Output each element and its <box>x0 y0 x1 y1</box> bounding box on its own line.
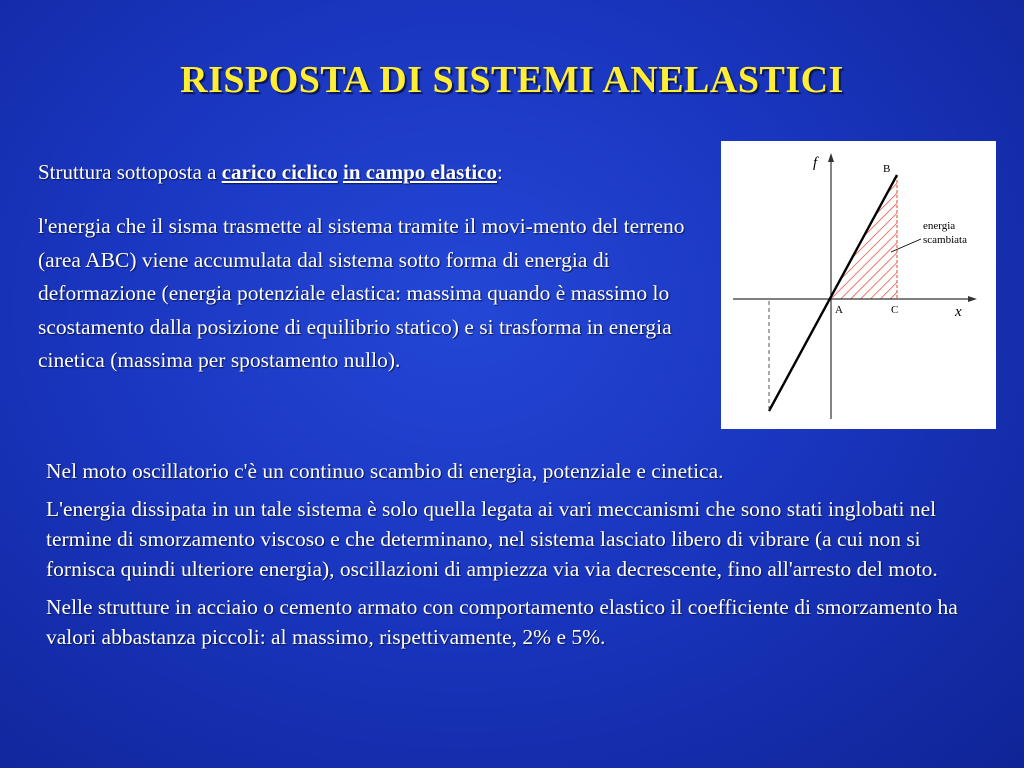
intro-suffix: : <box>496 160 503 184</box>
diagram-svg <box>721 141 996 429</box>
label-b: B <box>883 163 891 175</box>
intro-emphasis-cyclic-load: carico ciclico <box>221 160 338 184</box>
force-displacement-diagram <box>721 141 996 429</box>
intro-prefix: Struttura sottoposta a <box>38 160 222 184</box>
paragraph-dissipated-energy: L'energia dissipata in un tale sistema è solo quella legata ai vari meccanismi che sono stati inglobati nel termine di smorzamento viscoso e che determinano, nel sistema lasciato libero di vibrare (a cui non si fornisca quindi ulteriore energia), oscillazioni di ampiezza via via decrescente, fino all'arresto del moto. <box>46 497 938 581</box>
lower-text-block <box>46 456 976 660</box>
slide-title: RISPOSTA DI SISTEMI ANELASTICI <box>180 59 844 101</box>
x-axis-arrow <box>968 296 977 302</box>
paragraph-oscillation: Nel moto oscillatorio c'è un continuo scambio di energia, potenziale e cinetica. <box>46 459 724 483</box>
energy-transfer-paragraph: l'energia che il sisma trasmette al sistema tramite il movi-mento del terreno (area ABC) viene accumulata dal sistema sotto forma di energia di deformazione (energia potenziale elastica: massima quando è massimo lo scostamento dalla posizione di equilibrio statico) e si trasforma in energia cinetica (massima per spostamento nullo). <box>38 214 685 372</box>
label-c: C <box>891 304 899 316</box>
intro-line <box>38 160 718 185</box>
annotation-line2: scambiata <box>923 234 967 246</box>
intro-emphasis-elastic-field: in campo elastico <box>343 160 497 184</box>
annotation-line1: energia <box>923 220 956 232</box>
label-a: A <box>835 304 843 316</box>
label-f: f <box>813 155 818 171</box>
paragraph-damping-coefficient: Nelle strutture in acciaio o cemento armato con comportamento elastico il coefficiente di smorzamento ha valori abbastanza piccoli: al massimo, rispettivamente, 2% e 5%. <box>46 595 958 649</box>
f-axis-arrow <box>828 153 834 162</box>
label-x: x <box>955 304 962 320</box>
